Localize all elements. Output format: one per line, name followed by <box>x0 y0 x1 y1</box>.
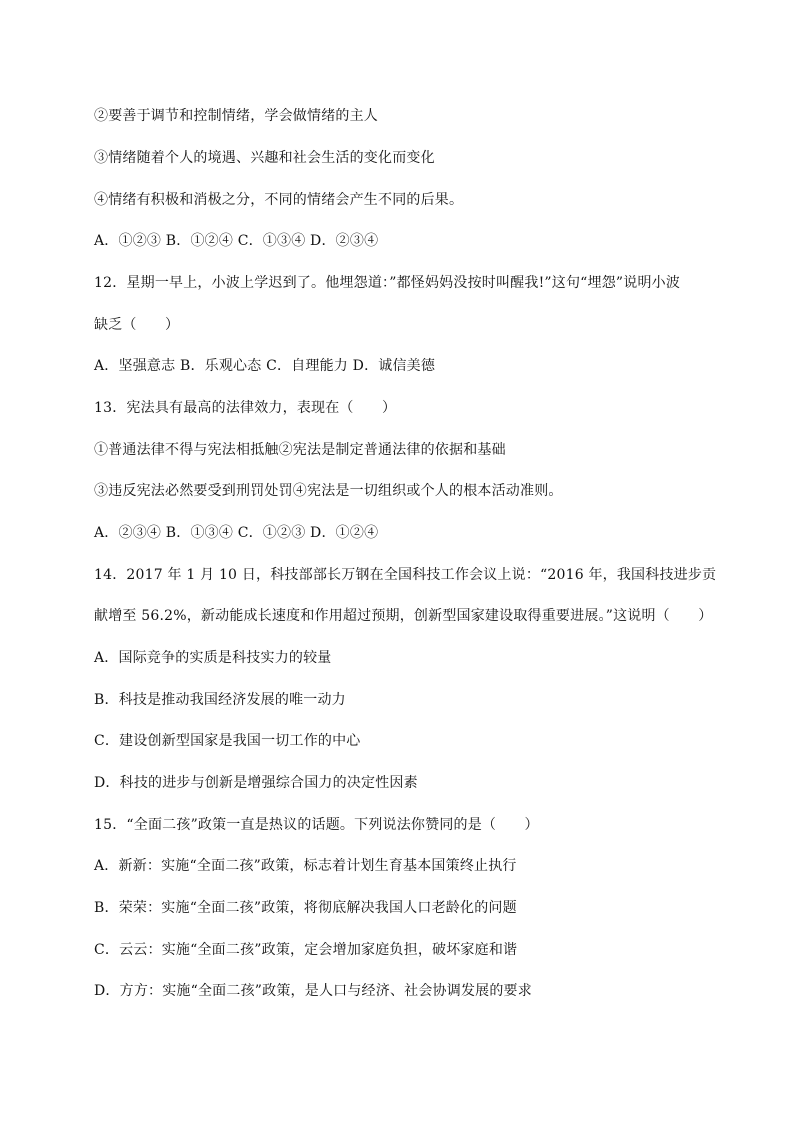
answer-choices: A．①②③ B．①②④ C．①③④ D．②③④ <box>94 233 379 249</box>
option-line: ①普通法律不得与宪法相抵触②宪法是制定普通法律的依据和基础 <box>94 442 506 458</box>
question-14: 14．2017 年 1 月 10 日，科技部部长万钢在全国科技工作会议上说：“2016 年，我国科技进步贡 <box>94 567 717 583</box>
answer-option: B．荣荣：实施“全面二孩”政策，将彻底解决我国人口老龄化的问题 <box>94 900 517 916</box>
question-12-cont: 缺乏（ ） <box>94 317 180 333</box>
answer-option: C．云云：实施“全面二孩”政策，定会增加家庭负担，破坏家庭和谐 <box>94 942 518 958</box>
answer-option: A．新新：实施“全面二孩”政策，标志着计划生育基本国策终止执行 <box>94 858 517 874</box>
option-line: ③违反宪法必然要受到刑罚处罚④宪法是一切组织或个人的根本活动准则。 <box>94 483 563 499</box>
question-12: 12．星期一早上，小波上学迟到了。他埋怨道：”都怪妈妈没按时叫醒我!”这句“埋怨”说明小波 <box>94 275 681 291</box>
answer-option: D．科技的进步与创新是增强综合国力的决定性因素 <box>94 775 418 791</box>
answer-choices: A．②③④ B．①③④ C．①②③ D．①②④ <box>94 525 379 541</box>
question-13: 13．宪法具有最高的法律效力，表现在（ ） <box>94 400 397 416</box>
answer-option: B．科技是推动我国经济发展的唯一动力 <box>94 692 346 708</box>
answer-option: D．方方：实施“全面二孩”政策，是人口与经济、社会协调发展的要求 <box>94 983 532 999</box>
answer-choices: A．坚强意志 B．乐观心态 C．自理能力 D．诚信美德 <box>94 358 436 374</box>
option-line: ②要善于调节和控制情绪，学会做情绪的主人 <box>94 108 378 124</box>
option-line: ③情绪随着个人的境遇、兴趣和社会生活的变化而变化 <box>94 150 435 166</box>
answer-option: A．国际竞争的实质是科技实力的较量 <box>94 650 332 666</box>
question-14-cont: 献增至 56.2%，新动能成长速度和作用超过预期，创新型国家建设取得重要进展。”这说明（ ） <box>94 608 713 624</box>
question-15: 15．“全面二孩”政策一直是热议的话题。下列说法你赞同的是（ ） <box>94 817 539 833</box>
option-line: ④情绪有积极和消极之分，不同的情绪会产生不同的后果。 <box>94 192 464 208</box>
answer-option: C．建设创新型国家是我国一切工作的中心 <box>94 733 361 749</box>
